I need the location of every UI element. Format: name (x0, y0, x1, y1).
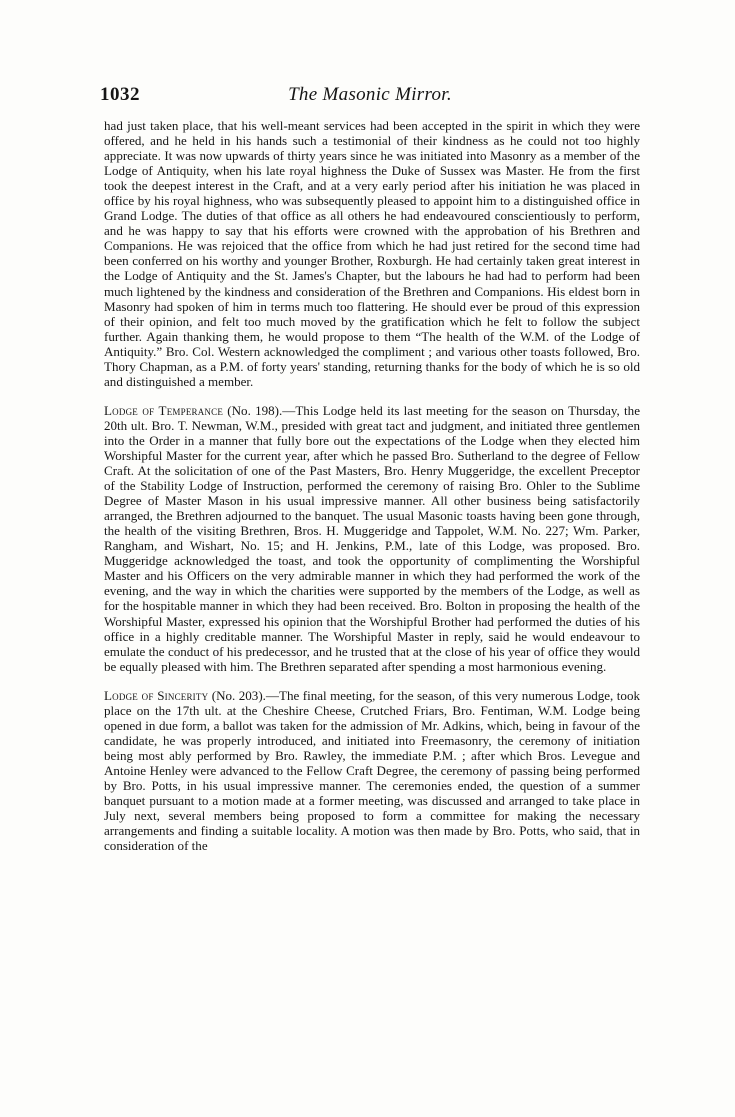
paragraph-text: (No. 203).—The final meeting, for the season, of this very numerous Lodge, took place on the 17th ult. at the Cheshire Cheese, Crutched Friars, Bro. Fentiman, W.M. Lodge being opened in due form, a ballot was taken for the admission of Mr. Adkins, which, being in favour of the candidate, he was properly introduced, and initiated into Freemasonry, the ceremony of initiation being most ably performed by Bro. Rawley, the immediate P.M. ; after which Bros. Levegue and Antoine Henley were advanced to the Fellow Craft Degree, the ceremony of passing being performed by Bro. Potts, in his usual impressive manner. The ceremonies ended, the question of a summer banquet pursuant to a motion made at a former meeting, was discussed and arranged to take place in July next, several members being proposed to form a committee for making the necessary arrangements and finding a suitable locality. A motion was then made by Bro. Potts, who said, that in consideration of the (104, 687, 640, 854)
lodge-heading: Lodge of Temperance (104, 402, 224, 418)
running-title: The Masonic Mirror. (288, 84, 452, 105)
paragraph-text: had just taken place, that his well-meant services had been accepted in the spirit in which they were offered, and he held in his hands such a testimonial of their kindness as he could not too highly appreciate. It was now upwards of thirty years since he was initiated into Masonry as a member of the Lodge of Antiquity, when his late royal highness the Duke of Sussex was Master. He from the first took the deepest interest in the Craft, and at a very early period after his initiation he was placed in office by his royal highness, who was subsequently pleased to appoint him to a distinguished office in Grand Lodge. The duties of that office as all others he had endeavoured conscientiously to perform, and he was happy to say that his efforts were crowned with the approbation of his Brethren and Companions. He was rejoiced that the office from which he had just retired for the second time had been conferred on his worthy and younger Brother, Roxburgh. He had certainly taken great interest in the Lodge of Antiquity and the St. James's Chapter, but the labours he had had to perform had been much lightened by the kindness and consideration of the Brethren and Companions. His eldest born in Masonry had spoken of him in terms much too flattering. He should ever be proud of this expression of their opinion, and felt too much moved by the gratification which he felt to follow the subject further. Again thanking them, he would propose to them “The health of the W.M. of the Lodge of Antiquity.” Bro. Col. Western acknowledged the compliment ; and various other toasts followed, Bro. Thory Chapman, as a P.M. of forty years' standing, returning thanks for the body of which he is so old and distinguished a member. (104, 118, 640, 389)
paragraph-lodge-of-temperance (104, 403, 640, 674)
lodge-heading: Lodge of Sincerity (104, 687, 209, 703)
article-body (104, 118, 640, 853)
paragraph-text: (No. 198).—This Lodge held its last meeting for the season on Thursday, the 20th ult. Bro. T. Newman, W.M., presided with great tact and judgment, and initiated three gentlemen into the Order in a manner that fully bore out the expectations of the Lodge when they elected him Worshipful Master for the current year, after which he passed Bro. Sutherland to the degree of Fellow Craft. At the solicitation of one of the Past Masters, Bro. Henry Muggeridge, the excellent Preceptor of the Stability Lodge of Instruction, performed the ceremony of raising Bro. Ohler to the Sublime Degree of Master Mason in his usual impressive manner. All other business being satisfactorily arranged, the Brethren adjourned to the banquet. The usual Masonic toasts having been gone through, the health of the visiting Brethren, Bros. H. Muggeridge and Tappolet, W.M. No. 227; Wm. Parker, Rangham, and Wishart, No. 15; and H. Jenkins, P.M., late of this Lodge, was proposed. Bro. Muggeridge acknowledged the toast, and took the opportunity of complimenting the Worshipful Master and his Officers on the very admirable manner in which they had performed the work of the evening, and the way in which the charities were supported by the members of the Lodge, as well as for the hospitable manner in which they had been received. Bro. Bolton in proposing the health of the Worshipful Master, expressed his opinion that the Worshipful Brother had performed the duties of his office in a highly creditable manner. The Worshipful Master in reply, said he would endeavour to emulate the conduct of his predecessor, and he trusted that at the close of his year of office they would be equally pleased with him. The Brethren separated after spending a most harmonious evening. (104, 402, 640, 674)
paragraph-continued-speech (104, 118, 640, 389)
page-header (100, 84, 640, 108)
page-number: 1032 (100, 84, 140, 105)
paragraph-lodge-of-sincerity (104, 688, 640, 854)
